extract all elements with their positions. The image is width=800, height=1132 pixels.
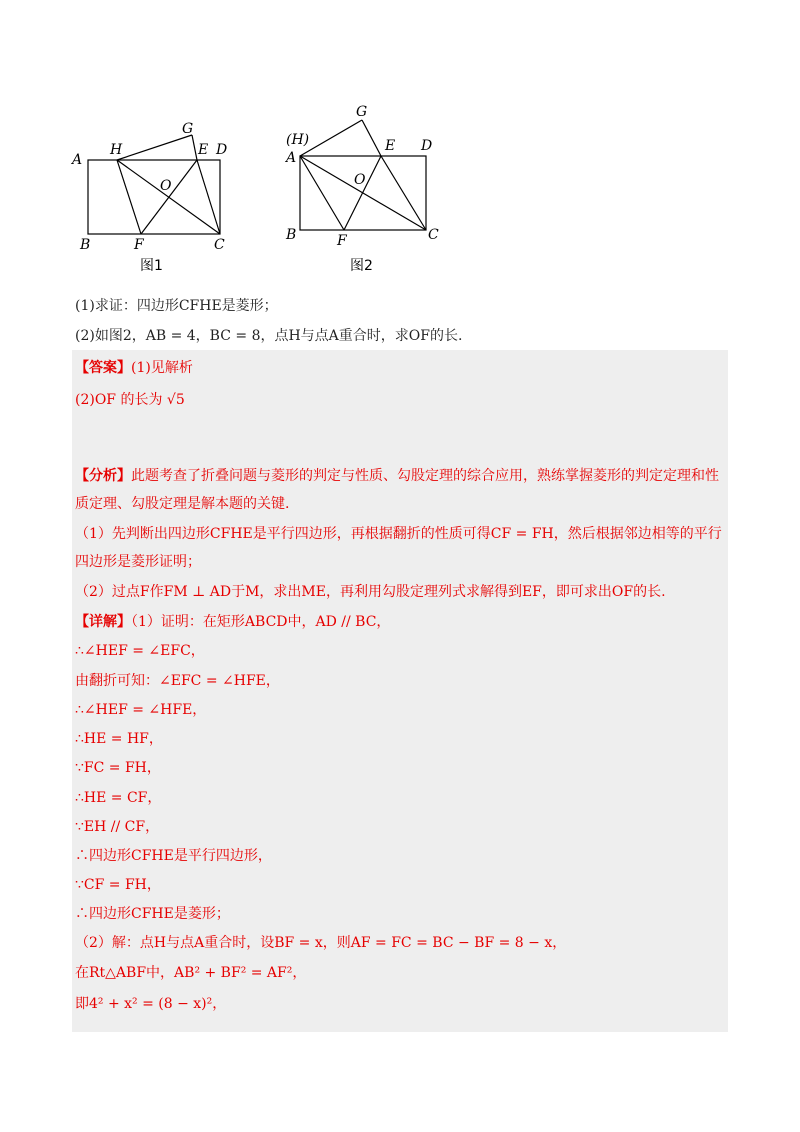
analysis-line-1	[75, 466, 719, 486]
answer-part1: (1)见解析	[131, 360, 193, 376]
detail-line-5: ∴HE = HF，	[75, 731, 163, 747]
label-h1: H	[110, 142, 123, 158]
detail-line-10: ∵CF = FH，	[75, 877, 161, 893]
label-d2: D	[421, 138, 433, 154]
detail-label: 【详解】	[75, 614, 131, 630]
label-o1: O	[160, 178, 172, 194]
geometry-figures	[70, 98, 470, 278]
analysis-text-1: 此题考查了折叠问题与菱形的判定与性质、勾股定理的综合应用，熟练掌握菱形的判定定理和性	[131, 468, 719, 484]
label-o2: O	[354, 172, 366, 188]
detail-line-13: 在Rt△ABF中，AB² + BF² = AF²，	[75, 965, 307, 981]
detail-line-4: ∴∠HEF = ∠HFE，	[75, 702, 207, 718]
detail-line-2: ∴∠HEF = ∠EFC，	[75, 643, 205, 659]
analysis-line-5: （2）过点F作FM ⊥ AD于M，求出ME，再利用勾股定理列式求解得到EF，即可求出OF的长.	[75, 584, 666, 600]
label-c1: C	[214, 237, 225, 253]
label-e1: E	[198, 142, 209, 158]
segment-ag	[300, 120, 362, 156]
segment-hg	[117, 135, 192, 160]
figure-1-caption: 图1	[140, 258, 163, 274]
figure-2-caption: 图2	[350, 258, 373, 274]
label-f1: F	[134, 237, 144, 253]
question-part2: (2)如图2，AB = 4，BC = 8，点H与点A重合时，求OF的长.	[75, 328, 463, 344]
answer-label: 【答案】	[75, 360, 131, 376]
label-c2: C	[428, 227, 439, 243]
detail-line-12: （2）解：点H与点A重合时，设BF = x，则AF = FC = BC − BF = 8 − x，	[75, 935, 567, 951]
label-a1: A	[72, 152, 83, 168]
segment-af	[300, 156, 344, 230]
detail-line-7: ∴HE = CF，	[75, 790, 162, 806]
label-g2: G	[356, 104, 368, 120]
label-h2: (H)	[286, 132, 310, 148]
analysis-label: 【分析】	[75, 468, 131, 484]
segment-ec2	[381, 156, 426, 230]
label-g1: G	[182, 121, 194, 137]
analysis-line-2: 质定理、勾股定理是解本题的关键.	[75, 496, 290, 512]
segment-ge2	[362, 120, 381, 156]
question-part1: (1)求证：四边形CFHE是菱形；	[75, 298, 278, 314]
label-a2: A	[286, 150, 297, 166]
label-f2: F	[337, 233, 347, 249]
detail-line-8: ∵EH // CF，	[75, 819, 160, 835]
label-d1: D	[216, 142, 228, 158]
solution-panel	[72, 350, 728, 1032]
segment-ec	[197, 160, 220, 234]
answer-line-1	[75, 358, 193, 378]
detail-line-14: 即4² + x² = (8 − x)²，	[75, 996, 227, 1012]
detail-line-1	[75, 612, 390, 632]
detail-line-6: ∵FC = FH，	[75, 760, 161, 776]
analysis-line-4: 四边形是菱形证明；	[75, 554, 201, 570]
label-e2: E	[385, 138, 396, 154]
segment-ge	[192, 135, 197, 160]
label-b1: B	[80, 237, 91, 253]
segment-hf	[117, 160, 141, 234]
detail-text-1: （1）证明：在矩形ABCD中，AD // BC，	[131, 614, 391, 630]
label-b2: B	[286, 227, 297, 243]
segment-ef2	[344, 156, 381, 230]
segment-ef	[141, 160, 197, 234]
detail-line-11: ∴四边形CFHE是菱形；	[75, 906, 230, 922]
analysis-line-3: （1）先判断出四边形CFHE是平行四边形，再根据翻折的性质可得CF = FH，然后根据邻边相等的平行	[75, 526, 722, 542]
answer-part2: (2)OF 的长为 √5	[75, 392, 185, 408]
figures-svg	[70, 98, 470, 278]
detail-line-3: 由翻折可知：∠EFC = ∠HFE，	[75, 673, 280, 689]
detail-line-9: ∴四边形CFHE是平行四边形，	[75, 848, 272, 864]
